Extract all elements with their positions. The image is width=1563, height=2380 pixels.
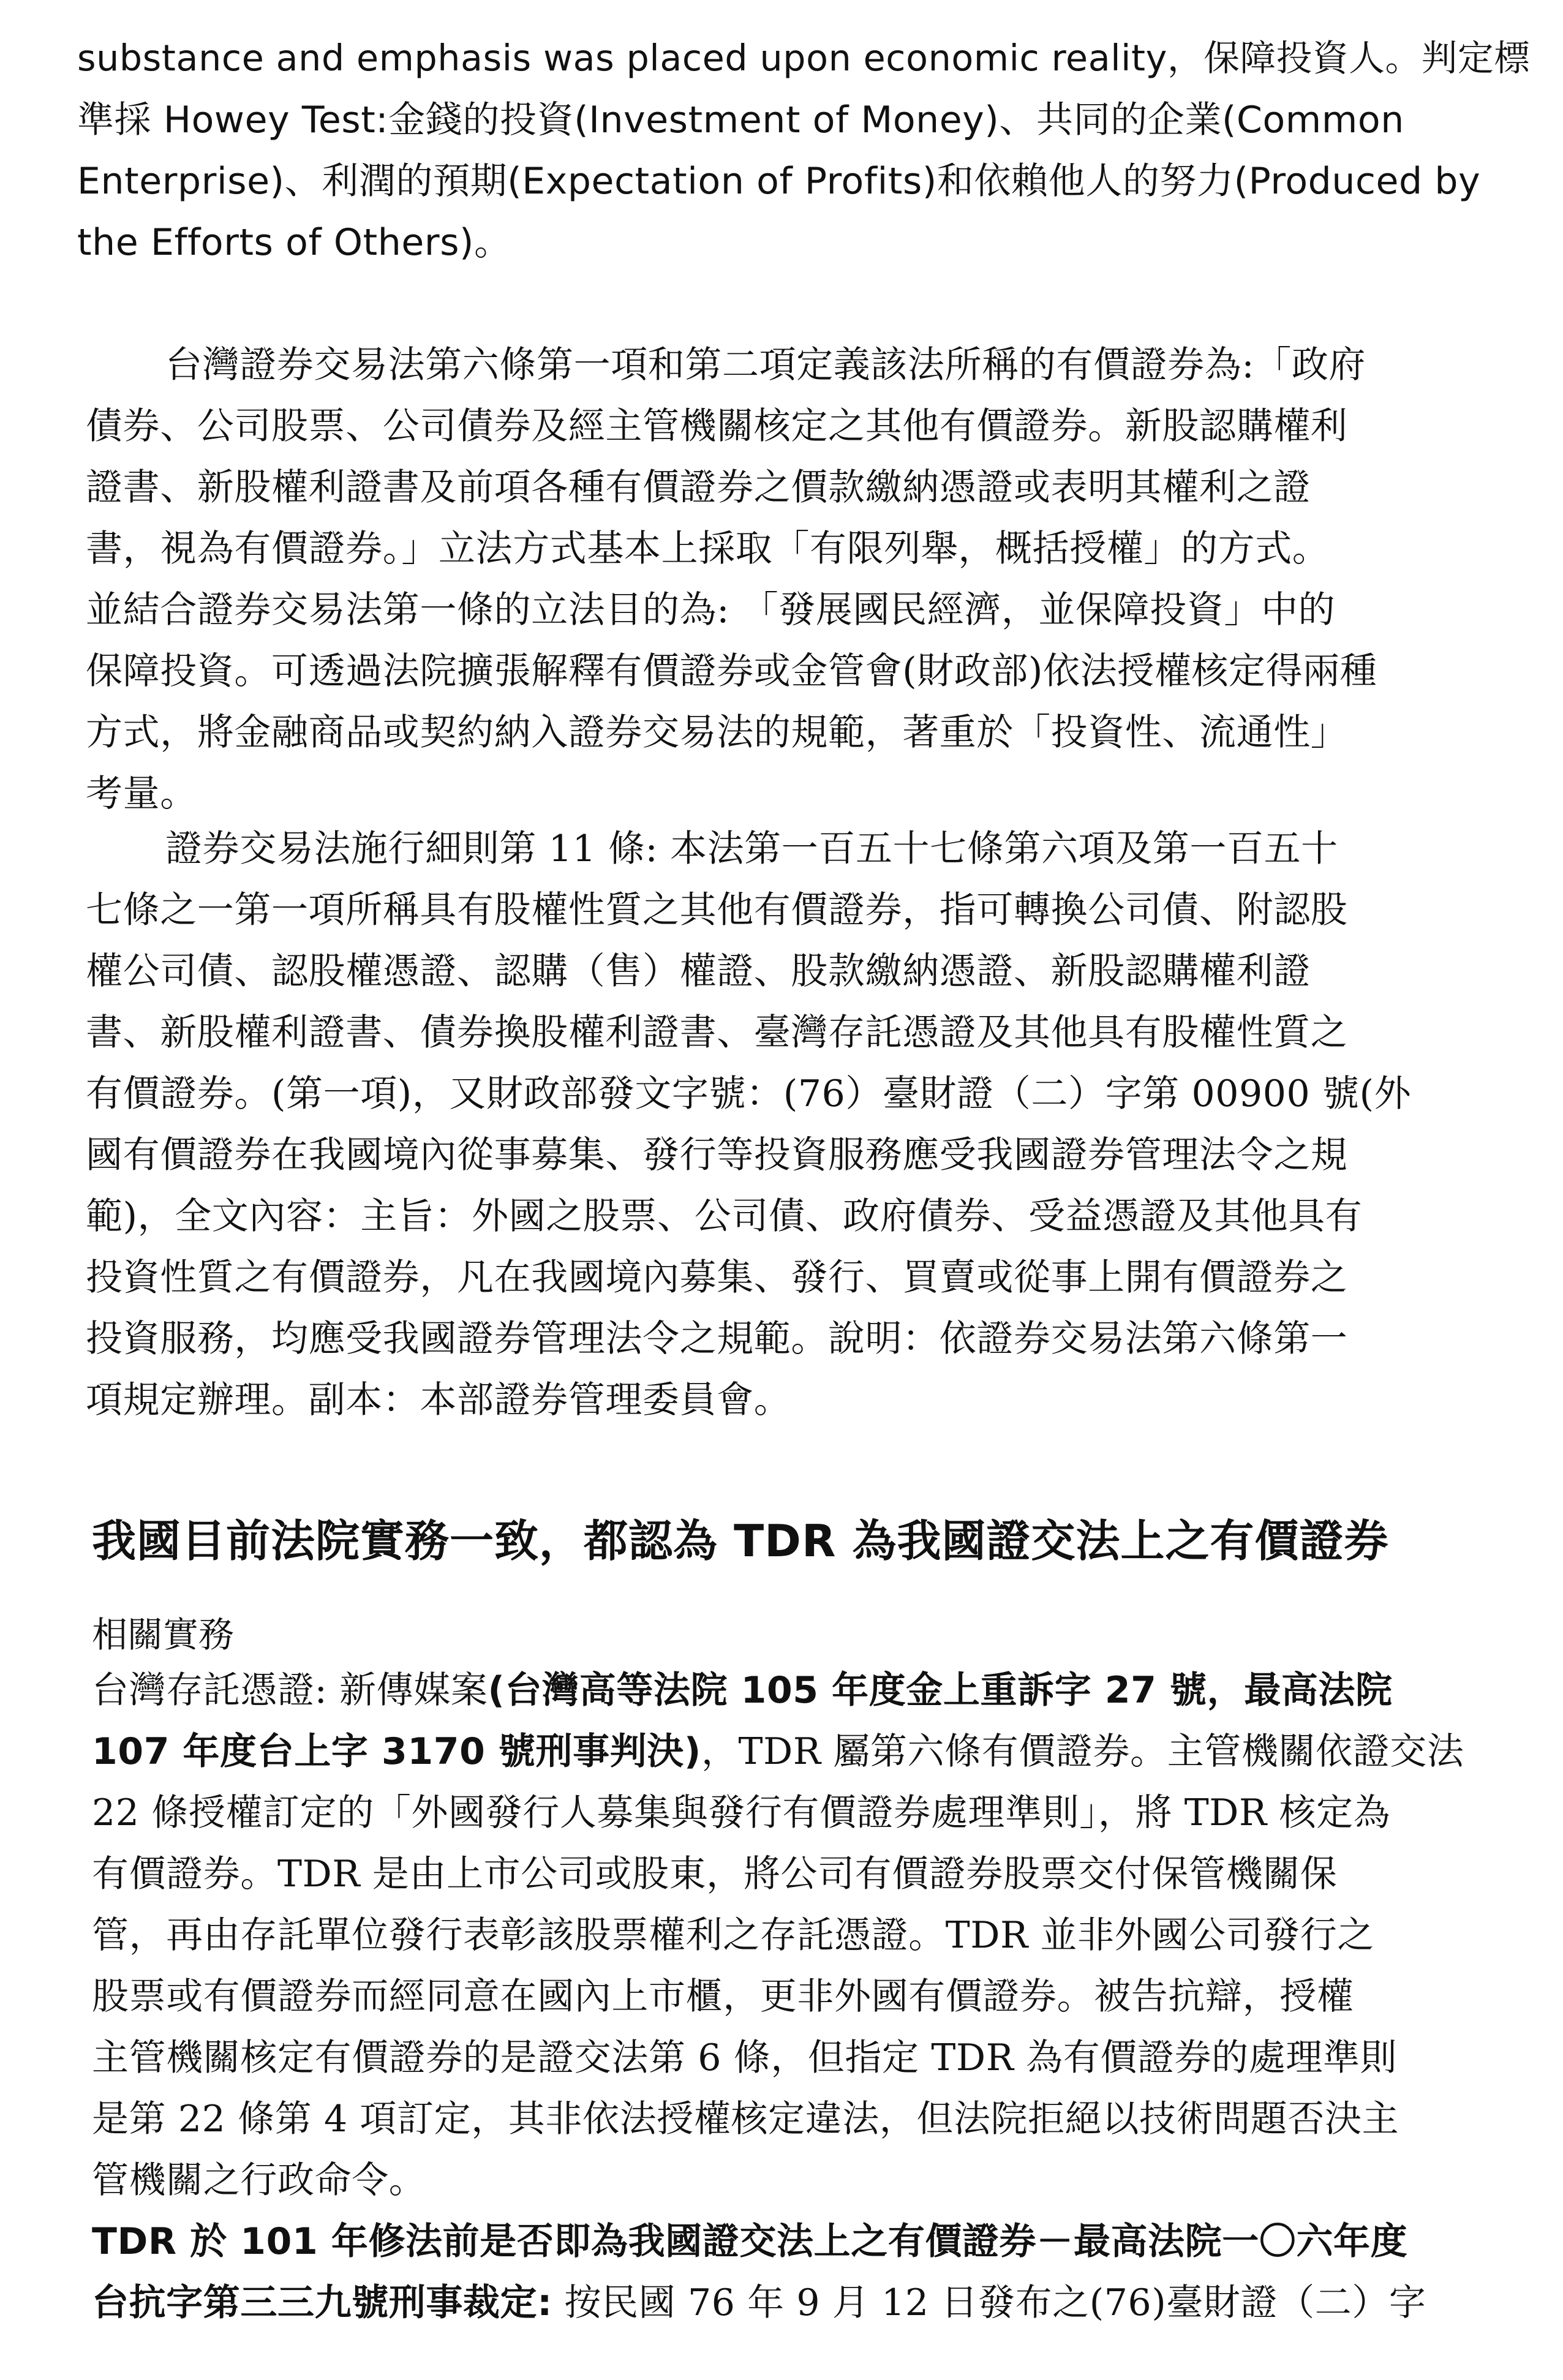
- intro-line: 準採 Howey Test:金錢的投資(Investment of Money)、共同的企業(Common: [77, 99, 1404, 141]
- intro-line: Enterprise)、利潤的預期(Expectation of Profits)和依賴他人的努力(Produced by: [77, 160, 1481, 203]
- intro-line: substance and emphasis was placed upon economic reality，保障投資人。判定標: [77, 37, 1531, 79]
- para1-line: 保障投資。可透過法院擴張解釋有價證券或金管會(財政部)依法授權核定得兩種: [86, 650, 1377, 693]
- para2-line: 有價證券。(第一項)，又財政部發文字號：(76）臺財證（二）字第 00900 號(外: [86, 1072, 1412, 1115]
- case1-line: [92, 1730, 1464, 1773]
- para1-line: 台灣證券交易法第六條第一項和第二項定義該法所稱的有價證券為:「政府: [165, 344, 1366, 386]
- case1-line: 股票或有價證券而經同意在國內上市櫃，更非外國有價證券。被告抗辯，授權: [92, 1975, 1354, 2018]
- case1-line: [92, 1669, 1393, 1712]
- para2-line: 國有價證券在我國境內從事募集、發行等投資服務應受我國證券管理法令之規: [86, 1134, 1348, 1177]
- para2-line: 項規定辦理。副本：本部證券管理委員會。: [86, 1379, 791, 1422]
- para1-line: 證書、新股權利證書及前項各種有價證券之價款繳納憑證或表明其權利之證: [86, 466, 1311, 509]
- para2-line: 範)，全文內容：主旨：外國之股票、公司債、政府債券、受益憑證及其他具有: [86, 1195, 1363, 1238]
- para1-line: 書，視為有價證券。」立法方式基本上採取「有限列舉，概括授權」的方式。: [86, 527, 1330, 570]
- case1-citation: (台灣高等法院 105 年度金上重訴字 27 號，最高法院: [488, 1669, 1393, 1712]
- case1-line: 主管機關核定有價證券的是證交法第 6 條，但指定 TDR 為有價證券的處理準則: [92, 2036, 1398, 2079]
- intro-line: the Efforts of Others)。: [77, 221, 511, 264]
- case1-citation-cont: 107 年度台上字 3170 號刑事判決): [92, 1730, 701, 1773]
- case2-citation: 台抗字第三三九號刑事裁定:: [92, 2281, 552, 2324]
- para1-line: 方式，將金融商品或契約納入證券交易法的規範，著重於「投資性、流通性」: [86, 711, 1348, 754]
- para2-line: 投資服務，均應受我國證券管理法令之規範。說明：依證券交易法第六條第一: [86, 1317, 1348, 1360]
- para2-line: 投資性質之有價證券，凡在我國境內募集、發行、買賣或從事上開有價證券之: [86, 1256, 1348, 1299]
- case1-line: 管，再由存託單位發行表彰該股票權利之存託憑證。TDR 並非外國公司發行之: [92, 1914, 1374, 1957]
- section-heading: 我國目前法院實務一致，都認為 TDR 為我國證交法上之有價證券: [92, 1515, 1389, 1567]
- case2-text: 按民國 76 年 9 月 12 日發布之(76)臺財證（二）字: [552, 2281, 1426, 2324]
- para1-line: 債券、公司股票、公司債券及經主管機關核定之其他有價證券。新股認購權利: [86, 405, 1348, 448]
- para2-line: 七條之一第一項所稱具有股權性質之其他有價證券，指可轉換公司債、附認股: [86, 889, 1348, 932]
- case2-title: TDR 於 101 年修法前是否即為我國證交法上之有價證券－最高法院一〇六年度: [92, 2220, 1408, 2263]
- para1-line: 考量。: [86, 772, 197, 815]
- case1-line: 管機關之行政命令。: [92, 2159, 426, 2202]
- case1-line: 22 條授權訂定的「外國發行人募集與發行有價證券處理準則」，將 TDR 核定為: [92, 1791, 1391, 1834]
- case1-line: 有價證券。TDR 是由上市公司或股東，將公司有價證券股票交付保管機關保: [92, 1853, 1338, 1896]
- para2-line: 書、新股權利證書、債券換股權利證書、臺灣存託憑證及其他具有股權性質之: [86, 1011, 1348, 1054]
- case1-text: ，TDR 屬第六條有價證券。主管機關依證交法: [701, 1730, 1464, 1773]
- case2-line: [92, 2281, 1426, 2324]
- case1-intro: 台灣存託憑證: 新傳媒案: [92, 1669, 488, 1712]
- subheading: 相關實務: [92, 1614, 235, 1655]
- para2-line: 權公司債、認股權憑證、認購（售）權證、股款繳納憑證、新股認購權利證: [86, 950, 1311, 993]
- para2-line: 證券交易法施行細則第 11 條: 本法第一百五十七條第六項及第一百五十: [165, 827, 1338, 870]
- case1-line: 是第 22 條第 4 項訂定，其非依法授權核定違法，但法院拒絕以技術問題否決主: [92, 2098, 1399, 2141]
- para1-line: 並結合證券交易法第一條的立法目的為: 「發展國民經濟，並保障投資」中的: [86, 589, 1336, 631]
